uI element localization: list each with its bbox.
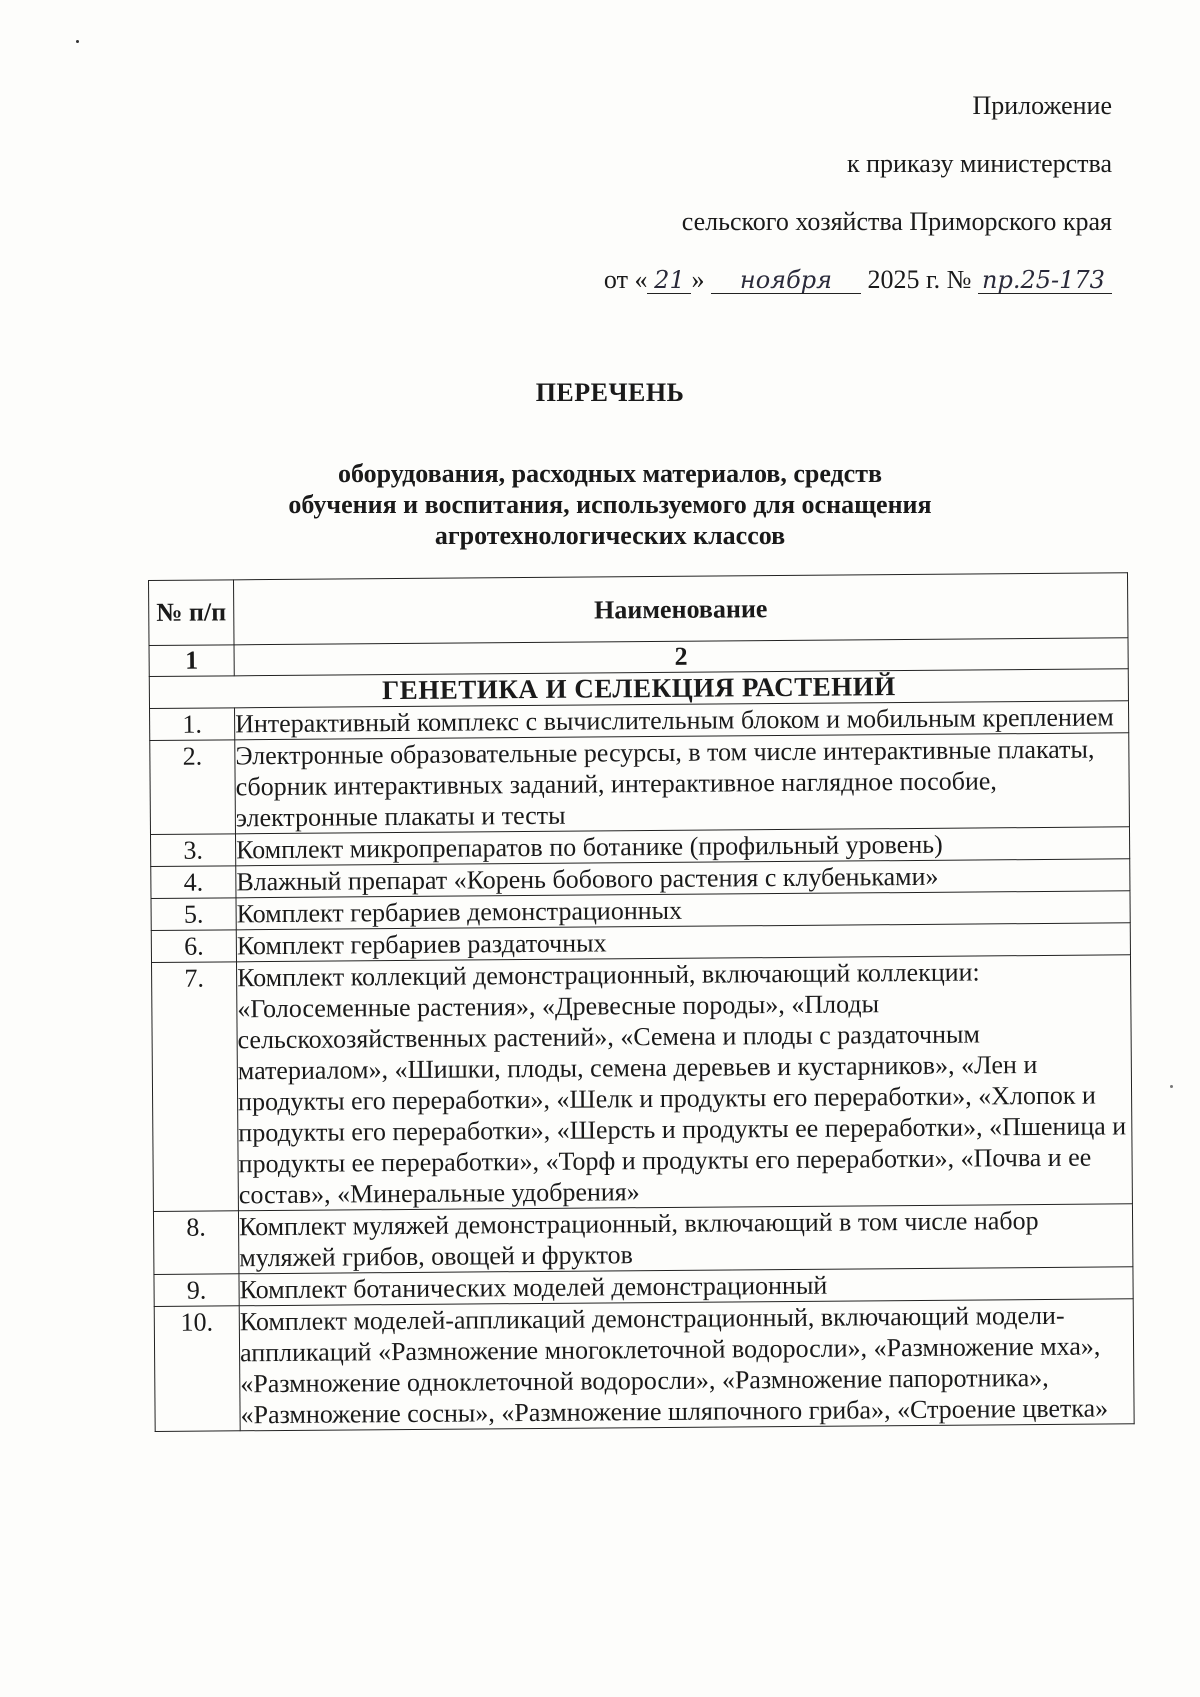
year-and-number-label: 2025 г. № [867,265,972,294]
row-name: Влажный препарат «Корень бобового растения с клубеньками» [236,859,1130,898]
subtitle-line-1: оборудования, расходных материалов, средств [337,459,883,488]
row-name: Комплект микропрепаратов по ботанике (профильный уровень) [235,827,1129,866]
row-number: 1. [150,708,235,741]
row-name: Электронные образовательные ресурсы, в том числе интерактивные плакаты, сборник интерактивных заданий, интерактивное наглядное пособие, электронные плакаты и тесты [235,733,1130,834]
document-title: ПЕРЕЧЕНЬ [535,378,685,407]
date-prefix: от « [603,265,648,294]
approval-line-2: к приказу министерства [847,149,1112,178]
table-header-row [149,573,1128,646]
row-number: 5. [151,898,236,931]
row-name: Комплект гербариев раздаточных [236,923,1130,962]
scan-speck [76,40,79,43]
equipment-table [148,572,1135,1432]
approval-block [604,92,1112,294]
row-number: 10. [154,1306,240,1432]
row-number: 7. [152,962,239,1212]
handwritten-order-number: пр.25-173 [978,267,1112,294]
row-number: 9. [154,1274,239,1307]
subtitle-line-3: агротехнологических классов [434,521,786,550]
approval-date-line [604,266,1112,294]
handwritten-day: 21 [647,267,691,294]
header-name: Наименование [234,573,1128,645]
row-number: 4. [151,866,236,899]
scan-speck [1170,1085,1173,1088]
section-title: ГЕНЕТИКА И СЕЛЕКЦИЯ РАСТЕНИЙ [149,669,1128,709]
table-row [152,955,1133,1212]
row-number: 2. [150,740,236,835]
table-row [150,733,1130,835]
row-name: Интерактивный комплекс с вычислительным блоком и мобильным креплением [235,701,1129,740]
date-quote-close: » [691,265,705,294]
document-subtitle [240,458,980,551]
table-row [153,1204,1132,1275]
row-name: Комплект гербариев демонстрационных [236,891,1130,930]
table-row [154,1299,1134,1432]
row-number: 3. [150,834,235,867]
equipment-table-wrapper [148,572,1135,1432]
approval-line-3: сельского хозяйства Приморского края [681,207,1112,236]
row-number: 6. [151,930,236,963]
header-num: № п/п [149,580,235,646]
approval-line-1: Приложение [972,91,1112,120]
column-number-2: 2 [234,638,1128,676]
handwritten-month: ноября [711,267,861,294]
row-name: Комплект муляжей демонстрационный, включающий в том числе набор муляжей грибов, овощей и фруктов [238,1204,1132,1274]
row-number: 8. [153,1211,238,1275]
row-name: Комплект коллекций демонстрационный, включающий коллекции: «Голосеменные растения», «Древесные породы», «Плоды сельскохозяйственных растений», «Семена и плоды с раздаточным материалом», «Шишки, плоды, семена деревьев и кустарников», «Лен и продукты его переработки», «Шелк и продукты его переработки», «Хлопок и продукты его переработки», «Шерсть и продукты ее переработки», «Пшеница и продукты ее переработки», «Торф и продукты его переработки», «Почва и ее состав», «Минеральные удобрения» [237,955,1133,1211]
row-name: Комплект ботанических моделей демонстрационный [239,1267,1133,1306]
row-name: Комплект моделей-аппликаций демонстрационный, включающий модели-аппликаций «Размножение многоклеточной водоросли», «Размножение мха», «Размножение одноклеточной водоросли», «Размножение папоротника», «Размножение сосны», «Размножение шляпочного гриба», «Строение цветка» [239,1299,1134,1431]
subtitle-line-2: обучения и воспитания, используемого для оснащения [288,490,932,519]
column-number-1: 1 [149,645,234,677]
